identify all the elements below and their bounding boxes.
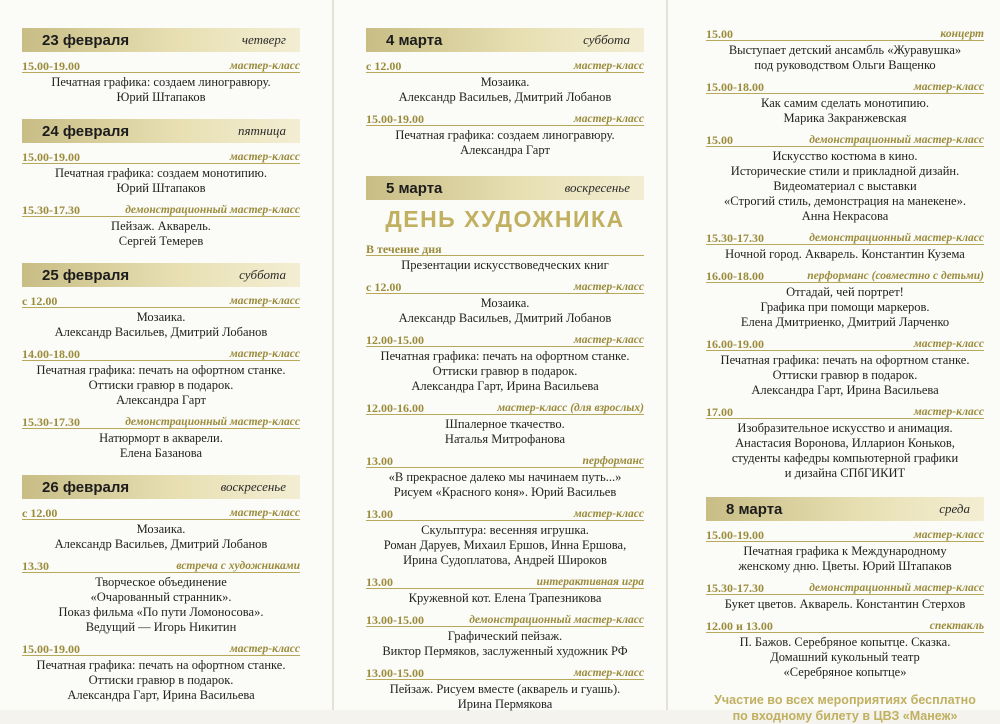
event-description: Печатная графика: создаем линогравюру. Юрий Штапаков	[51, 75, 271, 104]
event-time: 14.00-18.00	[22, 347, 80, 361]
event-header	[22, 202, 300, 217]
event-time: 12.00 и 13.00	[706, 619, 773, 633]
event-header	[22, 641, 300, 656]
event-day-title: ДЕНЬ ХУДОЖНИКА	[385, 206, 625, 232]
event-type: мастер-класс	[913, 406, 984, 418]
event-header	[22, 558, 300, 573]
event-item	[366, 111, 644, 158]
event-item	[22, 58, 300, 105]
event-header	[22, 505, 300, 520]
day-weekday: суббота	[239, 267, 286, 282]
event-type: демонстрационный мастер-класс	[125, 204, 300, 216]
event-header	[22, 414, 300, 429]
event-time: 15.00-19.00	[22, 642, 80, 656]
event-item	[706, 132, 984, 224]
event-type: интерактивная игра	[536, 576, 644, 588]
event-header	[366, 279, 644, 294]
event-item	[706, 336, 984, 398]
event-time: 13.00	[366, 575, 393, 589]
event-type: концерт	[940, 28, 984, 40]
event-description: Мозаика. Александр Васильев, Дмитрий Лобанов	[54, 522, 268, 551]
event-description: Печатная графика к Международному женскому дню. Цветы. Юрий Штапаков	[738, 544, 952, 573]
event-item	[366, 241, 644, 273]
event-description: П. Бажов. Серебряное копытце. Сказка. Домашний кукольный театр «Серебряное копытце»	[739, 635, 951, 679]
column-1	[0, 0, 332, 710]
event-header	[366, 612, 644, 627]
event-header	[706, 132, 984, 147]
event-time: 15.00-19.00	[22, 150, 80, 164]
event-type: мастер-класс	[913, 529, 984, 541]
column-3	[668, 0, 1000, 723]
column-3-content	[706, 26, 984, 724]
event-time: с 12.00	[366, 59, 402, 73]
event-time: 15.30-17.30	[22, 203, 80, 217]
event-description: Творческое объединение «Очарованный странник». Показ фильма «По пути Ломоносова». Ведущий — Игорь Никитин	[58, 575, 264, 634]
day-date: 4 марта	[386, 31, 443, 49]
event-time: 15.00-19.00	[366, 112, 424, 126]
event-type: демонстрационный мастер-класс	[809, 232, 984, 244]
event-description: Печатная графика: печать на офортном станке. Оттиски гравюр в подарок. Александра Гарт, Ирина Васильева	[380, 349, 630, 393]
event-description: Букет цветов. Акварель. Константин Стерхов	[724, 597, 966, 611]
event-type: мастер-класс	[229, 151, 300, 163]
event-description: Натюрморт в акварели. Елена Базанова	[99, 431, 223, 460]
day-block	[706, 26, 984, 481]
event-description: Мозаика. Александр Васильев, Дмитрий Лобанов	[398, 75, 612, 104]
event-header	[706, 268, 984, 283]
event-description: Ночной город. Акварель. Константин Кузема	[725, 247, 965, 261]
event-type: мастер-класс	[913, 81, 984, 93]
event-description: Печатная графика: печать на офортном станке. Оттиски гравюр в подарок. Александра Гарт	[36, 363, 286, 407]
event-description: Мозаика. Александр Васильев, Дмитрий Лобанов	[54, 310, 268, 339]
event-item	[706, 230, 984, 262]
event-description: Печатная графика: создаем монотипию. Юрий Штапаков	[54, 166, 268, 195]
column-2	[334, 0, 666, 710]
event-description: Графический пейзаж. Виктор Пермяков, заслуженный художник РФ	[382, 629, 628, 658]
day-header	[366, 28, 644, 52]
event-time: 13.00-15.00	[366, 613, 424, 627]
event-description: Искусство костюма в кино. Исторические стили и прикладной дизайн. Видеоматериал с выставки «Строгий стиль, демонстрация на манекене». Анна Некрасова	[724, 149, 966, 223]
event-header	[366, 241, 644, 256]
event-header	[706, 336, 984, 351]
event-time: 15.00	[706, 133, 733, 147]
event-description: Кружевной кот. Елена Трапезникова	[408, 591, 602, 605]
event-header	[366, 400, 644, 415]
event-type: мастер-класс (для взрослых)	[497, 402, 644, 414]
event-description: Отгадай, чей портрет! Графика при помощи маркеров. Елена Дмитриенко, Дмитрий Ларченко	[740, 285, 950, 329]
event-type: встреча с художниками	[176, 560, 300, 572]
day-weekday: воскресенье	[564, 180, 630, 195]
event-time: 12.00-15.00	[366, 333, 424, 347]
event-type: перформанс (совместно с детьми)	[807, 270, 984, 282]
event-header	[366, 665, 644, 680]
day-weekday: среда	[939, 501, 970, 516]
event-header	[22, 346, 300, 361]
event-item	[706, 79, 984, 126]
day-weekday: суббота	[583, 32, 630, 47]
column-1-content	[22, 28, 300, 709]
day-block	[706, 497, 984, 680]
event-item	[22, 414, 300, 461]
day-weekday: четверг	[241, 32, 286, 47]
event-type: мастер-класс	[229, 60, 300, 72]
day-date: 8 марта	[726, 500, 783, 518]
day-block	[22, 263, 300, 461]
event-time: 15.00-18.00	[706, 80, 764, 94]
event-time: 16.00-19.00	[706, 337, 764, 351]
event-header	[22, 149, 300, 164]
event-type: мастер-класс	[229, 643, 300, 655]
event-header	[366, 332, 644, 347]
day-header	[22, 475, 300, 499]
event-item	[22, 293, 300, 340]
day-weekday: пятница	[237, 123, 286, 138]
event-type: демонстрационный мастер-класс	[809, 582, 984, 594]
event-header	[366, 574, 644, 589]
event-type: демонстрационный мастер-класс	[125, 416, 300, 428]
event-time: 13.00	[366, 454, 393, 468]
event-header	[366, 58, 644, 73]
event-description: Пейзаж. Акварель. Сергей Темерев	[111, 219, 211, 248]
event-type: мастер-класс	[573, 334, 644, 346]
event-type: мастер-класс	[229, 295, 300, 307]
event-description: Выступает детский ансамбль «Журавушка» под руководством Ольги Ващенко	[728, 43, 962, 72]
day-date: 25 февраля	[42, 266, 130, 284]
event-type: мастер-класс	[573, 113, 644, 125]
event-item	[706, 404, 984, 481]
event-header	[706, 79, 984, 94]
event-item	[366, 332, 644, 394]
event-item	[366, 506, 644, 568]
event-description: Мозаика. Александр Васильев, Дмитрий Лобанов	[398, 296, 612, 325]
event-time: 16.00-18.00	[706, 269, 764, 283]
event-header	[366, 453, 644, 468]
day-block	[22, 119, 300, 249]
event-type: мастер-класс	[573, 667, 644, 679]
day-date: 5 марта	[386, 179, 443, 197]
day-block	[22, 28, 300, 105]
event-description: «В прекрасное далеко мы начинаем путь...» Рисуем «Красного коня». Юрий Васильев	[388, 470, 622, 499]
day-header	[22, 119, 300, 143]
event-item	[706, 268, 984, 330]
event-description: Шпалерное ткачество. Наталья Митрофанова	[444, 417, 566, 446]
event-header	[706, 618, 984, 633]
event-description: Как самим сделать монотипию. Марика Закранжевская	[761, 96, 929, 125]
free-entry-note: Участие во всех мероприятиях бесплатно по входному билету в ЦВЗ «Манеж»	[714, 693, 976, 723]
event-time: с 12.00	[366, 280, 402, 294]
event-header	[22, 293, 300, 308]
event-item	[22, 641, 300, 703]
event-type: спектакль	[929, 620, 984, 632]
event-time: 13.30	[22, 559, 49, 573]
day-date: 23 февраля	[42, 31, 130, 49]
event-type: мастер-класс	[573, 508, 644, 520]
event-time: 15.30-17.30	[706, 581, 764, 595]
event-header	[706, 527, 984, 542]
event-header	[706, 580, 984, 595]
event-item	[22, 202, 300, 249]
day-header	[22, 28, 300, 52]
event-item	[706, 618, 984, 680]
event-description: Скульптура: весенняя игрушка. Роман Даруев, Михаил Ершов, Инна Ершова, Ирина Судоплатова, Андрей Широков	[383, 523, 627, 567]
event-item	[366, 574, 644, 606]
event-item	[706, 580, 984, 612]
event-item	[706, 527, 984, 574]
event-type: демонстрационный мастер-класс	[809, 134, 984, 146]
event-item	[22, 558, 300, 635]
event-item	[22, 346, 300, 408]
event-type: перформанс	[582, 455, 644, 467]
event-item	[366, 665, 644, 712]
event-item	[366, 400, 644, 447]
event-description: Печатная графика: создаем линогравюру. Александра Гарт	[395, 128, 615, 157]
event-time: 15.30-17.30	[22, 415, 80, 429]
event-description: Изобразительное искусство и анимация. Анастасия Воронова, Илларион Коньков, студенты кафедры компьютерной графики и дизайна СПбГИКИТ	[731, 421, 959, 480]
event-description: Печатная графика: печать на офортном станке. Оттиски гравюр в подарок. Александра Гарт, Ирина Васильева	[720, 353, 970, 397]
event-header	[706, 404, 984, 419]
event-time: 15.00-19.00	[22, 59, 80, 73]
day-weekday: воскресенье	[220, 479, 286, 494]
event-header	[22, 58, 300, 73]
day-date: 24 февраля	[42, 122, 130, 140]
event-time: с 12.00	[22, 506, 58, 520]
event-header	[366, 111, 644, 126]
day-header	[366, 176, 644, 200]
event-time: 15.00-19.00	[706, 528, 764, 542]
event-description: Пейзаж. Рисуем вместе (акварель и гуашь). Ирина Пермякова	[389, 682, 621, 711]
event-description: Презентации искусствоведческих книг	[401, 258, 609, 272]
event-header	[706, 230, 984, 245]
day-block	[366, 176, 644, 712]
event-time: с 12.00	[22, 294, 58, 308]
event-time: 15.00	[706, 27, 733, 41]
event-time: 13.00-15.00	[366, 666, 424, 680]
event-type: мастер-класс	[573, 60, 644, 72]
event-item	[366, 58, 644, 105]
column-2-content	[366, 28, 644, 718]
day-header	[22, 263, 300, 287]
event-type: мастер-класс	[229, 348, 300, 360]
event-item	[22, 149, 300, 196]
event-header	[706, 26, 984, 41]
day-header	[706, 497, 984, 521]
event-type: демонстрационный мастер-класс	[469, 614, 644, 626]
event-header	[366, 506, 644, 521]
event-item	[366, 453, 644, 500]
event-description: Печатная графика: печать на офортном станке. Оттиски гравюр в подарок. Александра Гарт, Ирина Васильева	[36, 658, 286, 702]
event-item	[706, 26, 984, 73]
event-item	[366, 612, 644, 659]
event-type: мастер-класс	[913, 338, 984, 350]
event-time: 12.00-16.00	[366, 401, 424, 415]
event-time: 13.00	[366, 507, 393, 521]
day-date: 26 февраля	[42, 478, 130, 496]
event-time: 17.00	[706, 405, 733, 419]
day-block	[22, 475, 300, 703]
event-type: мастер-класс	[573, 281, 644, 293]
event-time: В течение дня	[366, 242, 442, 256]
day-block	[366, 28, 644, 158]
event-item	[22, 505, 300, 552]
event-item	[366, 279, 644, 326]
event-time: 15.30-17.30	[706, 231, 764, 245]
event-type: мастер-класс	[229, 507, 300, 519]
